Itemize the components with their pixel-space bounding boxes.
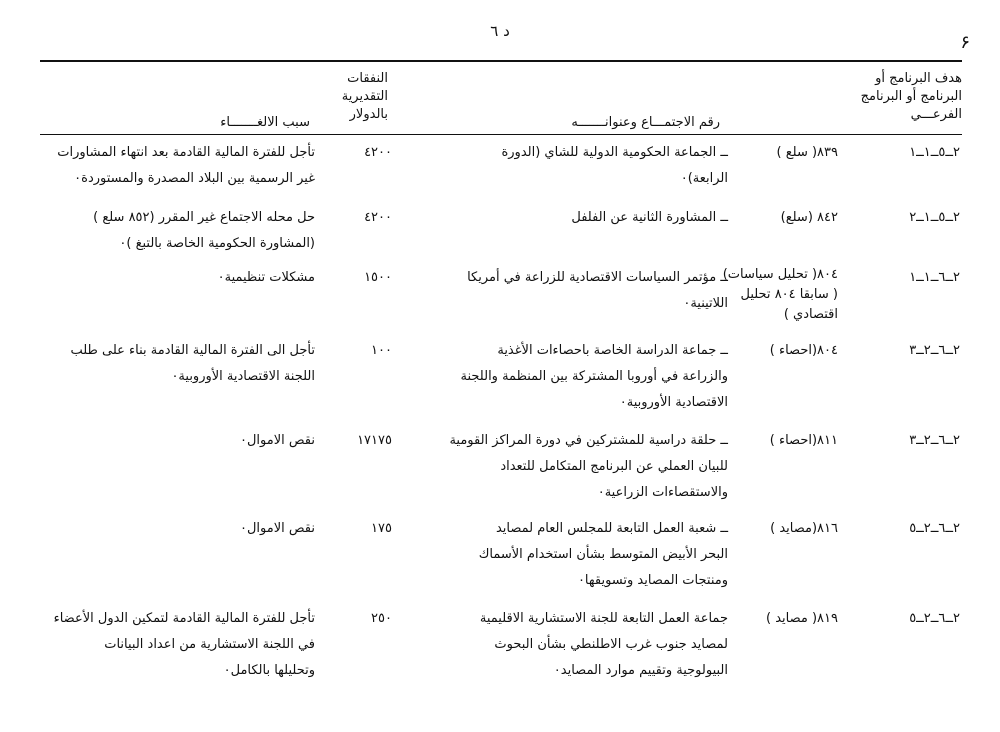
meeting-ref	[718, 428, 838, 454]
reason-line: غير الرسمية بين البلاد المصدرة والمستوردة٠	[74, 171, 315, 186]
meeting-title	[418, 606, 728, 684]
reason-line: حل محله الاجتماع غير المقرر (٨٥٢ سلع )	[93, 210, 315, 225]
meeting-title-line: ــ المشاورة الثانية عن الفلفل	[571, 210, 728, 225]
meeting-title-line: جماعة العمل التابعة للجنة الاستشارية الاقليمية	[479, 611, 728, 626]
cancellation-reason	[40, 265, 315, 291]
top-rule	[40, 60, 962, 62]
program-code: ٢ــ٥ــ١ــ٢	[909, 210, 960, 225]
meeting-ref-line: ( سابقا ٨٠٤ تحليل	[740, 287, 838, 302]
program-code: ٢ــ٦ــ٢ــ٥	[909, 521, 960, 536]
meeting-title-line: للبيان العملي عن البرنامج المتكامل للتعداد	[500, 459, 728, 474]
meeting-title-line: اللاتينية٠	[683, 296, 728, 311]
estimated-cost: ١٥٠٠	[364, 270, 392, 285]
header-cost-line: التقديرية	[341, 89, 388, 104]
meeting-ref-line: ٨٤٢ (سلع)	[780, 210, 838, 225]
meeting-title-line: ــ الجماعة الحكومية الدولية للشاي (الدورة	[501, 145, 728, 160]
meeting-title-line: البيولوجية وتقييم موارد المصايد٠	[553, 663, 728, 678]
estimated-cost: ٤٢٠٠	[364, 210, 392, 225]
header-cost	[318, 70, 388, 124]
meeting-ref	[718, 265, 838, 325]
header-goal-line: هدف البرنامج أو	[875, 71, 962, 86]
meeting-title-line: والاستقصاءات الزراعية٠	[597, 485, 728, 500]
program-code: ٢ــ٦ــ١ــ١	[909, 270, 960, 285]
program-code: ٢ــ٥ــ١ــ١	[909, 145, 960, 160]
meeting-title	[418, 338, 728, 416]
estimated-cost: ١٧٥	[371, 521, 392, 536]
meeting-title-line: ــ حلقة دراسية للمشتركين في دورة المراكز القومية	[449, 433, 728, 448]
page-number: د ٦	[490, 22, 510, 40]
meeting-title-line: ــ مؤتمر السياسات الاقتصادية للزراعة في أمريكا	[467, 270, 728, 285]
meeting-ref-line: ٨٠٤( تحليل سياسات)	[722, 267, 838, 282]
cancellation-reason	[40, 205, 315, 257]
reason-line: في اللجنة الاستشارية من اعداد البيانات	[104, 637, 315, 652]
header-goal-line: الفرعـــي	[910, 107, 962, 122]
meeting-ref-line: ٨٣٩( سلع )	[776, 145, 838, 160]
meeting-title-line: الاقتصادية الأوروبية٠	[619, 395, 728, 410]
reason-line: تأجل الى الفترة المالية القادمة بناء على طلب	[70, 343, 315, 358]
estimated-cost: ٤٢٠٠	[364, 145, 392, 160]
header-meeting: رقم الاجتمـــاع وعنوانـــــــه	[571, 115, 720, 130]
meeting-ref-line: ٨١٦(مصايد )	[770, 521, 838, 536]
reason-line: (المشاورة الحكومية الخاصة بالتبغ )٠	[119, 236, 315, 251]
meeting-title	[418, 140, 728, 192]
meeting-ref	[718, 205, 838, 231]
reason-line: اللجنة الاقتصادية الأوروبية٠	[171, 369, 315, 384]
meeting-title	[418, 516, 728, 594]
meeting-ref	[718, 606, 838, 632]
cancellation-reason	[40, 428, 315, 454]
meeting-title-line: لمصايد جنوب غرب الاطلنطي بشأن البحوث	[494, 637, 728, 652]
header-goal	[832, 70, 962, 124]
meeting-ref	[718, 338, 838, 364]
estimated-cost: ١٠٠	[371, 343, 392, 358]
estimated-cost: ١٧١٧٥	[357, 433, 392, 448]
estimated-cost: ٢٥٠	[371, 611, 392, 626]
header-cost-line: النفقات	[347, 71, 388, 86]
header-reason: سبب الالغـــــــاء	[220, 115, 310, 130]
reason-line: تأجل للفترة المالية القادمة بعد انتهاء المشاورات	[57, 145, 315, 160]
meeting-title-line: ــ شعبة العمل التابعة للمجلس العام لمصايد	[495, 521, 728, 536]
header-cost-line: بالدولار	[349, 107, 388, 122]
meeting-title-line: ومنتجات المصايد وتسويقها٠	[577, 573, 728, 588]
meeting-title	[418, 205, 728, 231]
meeting-ref	[718, 516, 838, 542]
header-rule	[40, 134, 962, 135]
program-code: ٢ــ٦ــ٢ــ٥	[909, 611, 960, 626]
reason-line: نقص الاموال٠	[240, 521, 315, 536]
corner-mark: ۶	[960, 32, 970, 53]
reason-line: وتحليلها بالكامل٠	[223, 663, 315, 678]
meeting-title	[418, 428, 728, 506]
meeting-ref-line: اقتصادي )	[783, 307, 838, 322]
program-code: ٢ــ٦ــ٢ــ٣	[909, 433, 960, 448]
meeting-title-line: والزراعة في أوروبا المشتركة بين المنظمة واللجنة	[460, 369, 728, 384]
reason-line: نقص الاموال٠	[240, 433, 315, 448]
meeting-ref-line: ٨١١(احصاء )	[769, 433, 838, 448]
meeting-ref-line: ٨١٩( مصايد )	[765, 611, 838, 626]
meeting-title-line: الرابعة)٠	[680, 171, 728, 186]
reason-line: مشكلات تنظيمية٠	[217, 270, 315, 285]
header-goal-line: البرنامج أو البرنامج	[860, 89, 962, 104]
meeting-ref-line: ٨٠٤(احصاء )	[769, 343, 838, 358]
meeting-title	[418, 265, 728, 317]
meeting-title-line: ــ جماعة الدراسة الخاصة باحصاءات الأغذية	[497, 343, 728, 358]
program-code: ٢ــ٦ــ٢ــ٣	[909, 343, 960, 358]
cancellation-reason	[40, 140, 315, 192]
cancellation-reason	[40, 516, 315, 542]
reason-line: تأجل للفترة المالية القادمة لتمكين الدول الأعضاء	[53, 611, 315, 626]
cancellation-reason	[40, 338, 315, 390]
meeting-ref	[718, 140, 838, 166]
cancellation-reason	[40, 606, 315, 684]
meeting-title-line: البحر الأبيض المتوسط بشأن استخدام الأسماك	[478, 547, 728, 562]
